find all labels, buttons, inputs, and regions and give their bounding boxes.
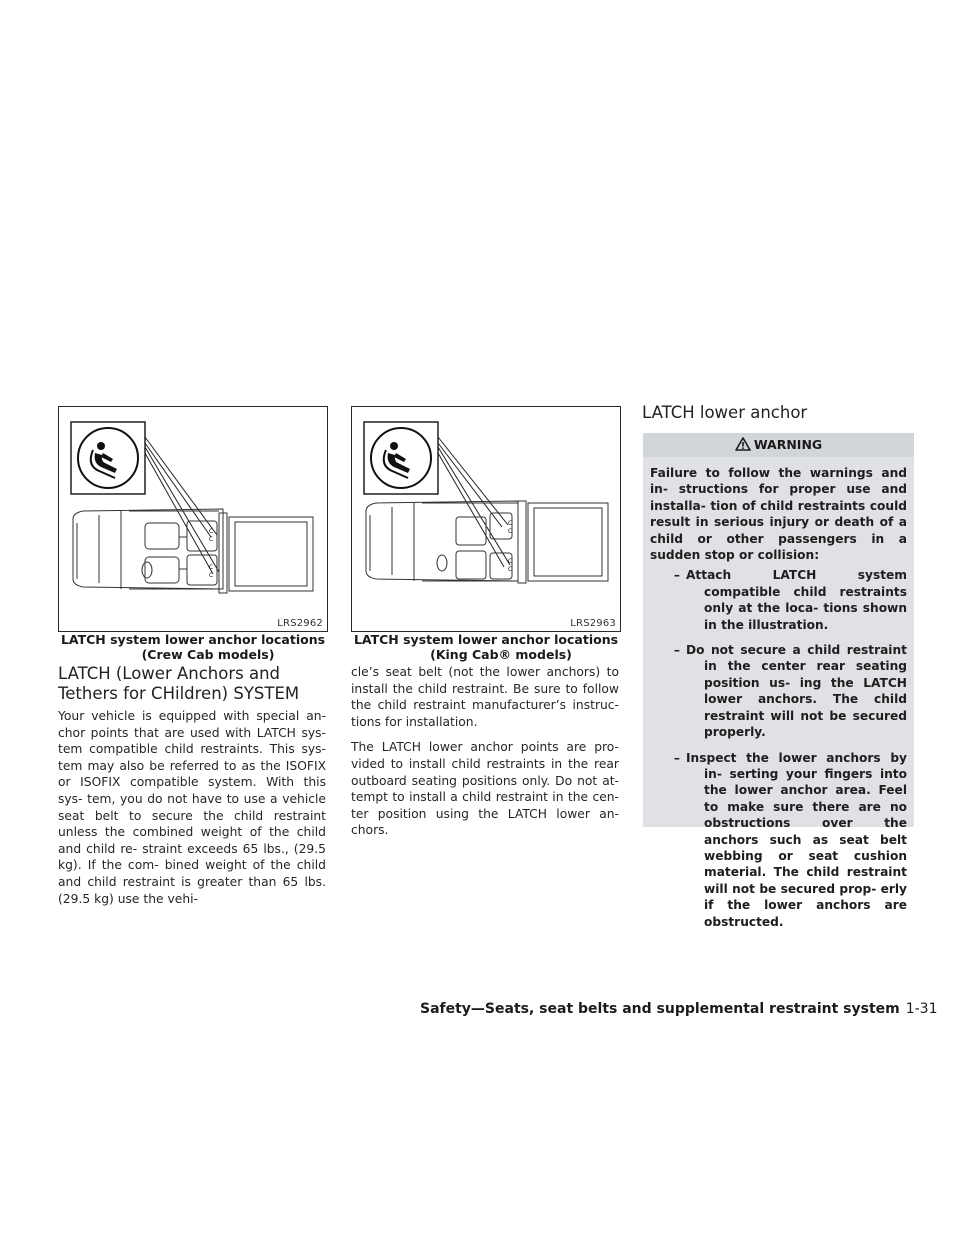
svg-text:C: C	[209, 572, 214, 579]
section-title-line: LATCH (Lower Anchors and	[58, 664, 281, 683]
warning-intro: Failure to follow the warnings and in- structions for proper use and installa- tion of child restraints could result in serious injury or death of a child or other passengers in a sudden stop or collision:	[650, 466, 907, 563]
caption-line: LATCH system lower anchor locations	[353, 632, 619, 647]
caption-line: (Crew Cab models)	[141, 647, 275, 662]
figure-caption	[58, 632, 328, 662]
king-cab-illustration	[352, 407, 620, 631]
paragraph: cle’s seat belt (not the lower anchors) to install the child restraint. Be sure to follow the child restraint manufacturer’s instruc- tions for installation.	[351, 665, 619, 729]
warning-box	[643, 433, 914, 929]
list-dash: –	[673, 568, 680, 583]
figure-caption	[351, 632, 621, 662]
caption-line: (King Cab® models)	[430, 647, 572, 662]
figure-crew-cab	[58, 406, 328, 632]
svg-text:C: C	[209, 536, 214, 543]
list-dash: –	[673, 643, 680, 658]
figure-king-cab	[351, 406, 621, 632]
paragraph: Your vehicle is equipped with special an- chor points that are used with LATCH sys- tem compatible child restraints. This sys- tem may also be referred to as the ISOFIX or ISOFIX compatible system. With this sys- tem, you do not have to use a vehicle seat belt to secure the child restraint unless the combined weight of the child and child re- straint exceeds 65 lbs., (29.5 kg). If the com- bined weight of the child and child restraint is greater than 65 lbs. (29.5 kg) use the vehi-	[58, 709, 326, 906]
svg-text:C: C	[508, 566, 513, 573]
figure-code: LRS2963	[570, 618, 616, 629]
warning-list-item	[650, 750, 907, 930]
warning-label: WARNING	[753, 437, 823, 452]
page-number: 1-31	[905, 1001, 938, 1017]
warning-triangle-icon	[735, 435, 751, 459]
svg-text:C: C	[508, 528, 513, 535]
list-dash: –	[673, 750, 680, 765]
svg-text:C: C	[508, 520, 513, 527]
crew-cab-illustration	[59, 407, 327, 631]
warning-list-item	[650, 567, 907, 633]
section-title-line: Tethers for CHildren) SYSTEM	[58, 684, 300, 703]
svg-text:C: C	[209, 528, 214, 535]
warning-body	[643, 457, 914, 930]
svg-text:C: C	[508, 558, 513, 565]
caption-line: LATCH system lower anchor locations	[60, 632, 326, 647]
warning-header	[643, 433, 914, 457]
warning-item-text: Inspect the lower anchors by in- serting your fingers into the lower anchor area. Feel to make sure there are no obstructions over the anchors such as seat belt webbing or seat cushion material. The child restraint will not be secured prop- erly if the lower anchors are obstructed.	[686, 750, 907, 929]
warning-item-text: Do not secure a child restraint in the center rear seating position us- ing the LATCH lower anchors. The child restraint will not be secured properly.	[686, 643, 907, 740]
footer-chapter-title: Safety—Seats, seat belts and supplemental restraint system	[420, 1001, 900, 1017]
figure-code: LRS2962	[277, 618, 323, 629]
section-title	[58, 664, 338, 704]
page-footer	[420, 1000, 938, 1018]
column-1-text	[58, 708, 326, 916]
warning-list-item	[650, 642, 907, 740]
latch-lower-anchor-heading: LATCH lower anchor	[642, 403, 808, 422]
warning-item-text: Attach LATCH system compatible child restraints only at the loca- tions shown in the illustration.	[686, 568, 907, 632]
column-2-text	[351, 664, 619, 848]
paragraph: The LATCH lower anchor points are pro- vided to install child restraints in the rear outboard seating positions only. Do not at- tempt to install a child restraint in the cen- ter position using the LATCH lower an- chors.	[351, 740, 619, 838]
svg-text:C: C	[209, 564, 214, 571]
